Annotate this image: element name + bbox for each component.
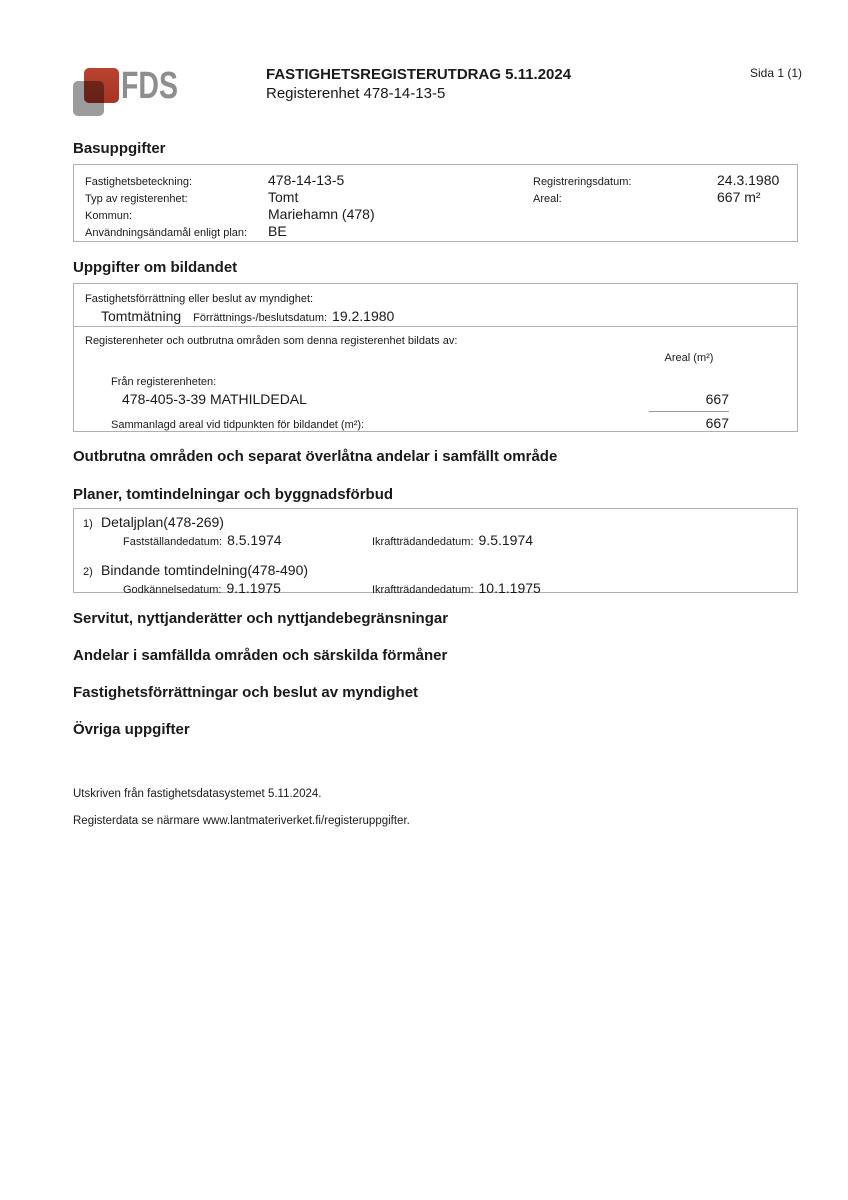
plan-dates-row xyxy=(74,580,797,598)
plan-date-label: Godkännelsedatum: xyxy=(123,584,222,596)
plan-name-row xyxy=(74,514,797,532)
section-heading-bildandet: Uppgifter om bildandet xyxy=(73,259,238,276)
section-heading-outbrutna: Outbrutna områden och separat överlåtna andelar i samfällt område xyxy=(73,448,558,465)
document-subtitle: Registerenhet 478-14-13-5 xyxy=(266,85,446,102)
document-content xyxy=(73,141,798,828)
plan-date-label: Ikraftträdandedatum: xyxy=(372,584,474,596)
source-unit-row xyxy=(85,391,786,408)
field-row xyxy=(85,172,375,189)
plan-date-group xyxy=(123,580,372,598)
document-title: FASTIGHETSREGISTERUTDRAG 5.11.2024 xyxy=(266,66,572,83)
field-row xyxy=(85,223,375,240)
fran-label: Från registerenheten: xyxy=(111,376,217,388)
basuppgifter-left-column xyxy=(85,172,375,240)
field-label: Kommun: xyxy=(85,210,133,222)
field-value: Tomt xyxy=(268,189,299,205)
fds-logo xyxy=(73,64,273,120)
forrattning-part xyxy=(74,284,797,326)
areal-header-row xyxy=(85,352,786,365)
plan-dates-row xyxy=(74,532,797,550)
section-heading-basuppgifter: Basuppgifter xyxy=(73,140,166,157)
field-row xyxy=(85,206,375,223)
summa-value: 667 xyxy=(705,415,729,431)
logo-text: FDS xyxy=(121,65,178,107)
plan-date-group xyxy=(372,580,541,598)
bildats-part xyxy=(74,326,797,431)
plan-date-value: 9.5.1974 xyxy=(478,532,534,548)
plan-name: Detaljplan(478-269) xyxy=(101,514,224,530)
field-row xyxy=(533,189,779,206)
section-heading-planer: Planer, tomtindelningar och byggnadsförbud xyxy=(73,486,394,503)
field-label: Fastighetsbeteckning: xyxy=(85,176,193,188)
plan-item xyxy=(74,514,797,550)
summa-label: Sammanlagd areal vid tidpunkten för bildandet (m²): xyxy=(111,419,365,431)
section-heading-servitut: Servitut, nyttjanderätter och nyttjandebegränsningar xyxy=(73,610,449,627)
basuppgifter-right-column xyxy=(533,172,779,206)
planer-box xyxy=(73,508,798,596)
header-block xyxy=(266,66,571,103)
forrattning-name: Tomtmätning xyxy=(101,308,182,324)
footer-printed-line: Utskriven från fastighetsdatasystemet 5.11.2024. xyxy=(73,788,322,800)
plan-date-label: Ikraftträdandedatum: xyxy=(372,536,474,548)
plan-item xyxy=(74,562,797,598)
forrattning-row xyxy=(85,308,786,326)
source-areal: 667 xyxy=(649,391,729,412)
plan-date-label: Fastställandedatum: xyxy=(123,536,223,548)
plan-name-row xyxy=(74,562,797,580)
field-value: 478-14-13-5 xyxy=(268,172,345,188)
plan-date-value: 9.1.1975 xyxy=(226,580,281,596)
plan-date-value: 8.5.1974 xyxy=(227,532,282,548)
plan-number: 1) xyxy=(83,518,93,530)
plan-date-group xyxy=(123,532,372,550)
field-value: 667 m² xyxy=(717,189,761,205)
logo-red-square-icon xyxy=(84,68,119,103)
field-label: Typ av registerenhet: xyxy=(85,193,188,205)
areal-header: Areal (m²) xyxy=(664,352,714,364)
footer-registerdata-line: Registerdata se närmare www.lantmateriverket.fi/registeruppgifter. xyxy=(73,815,410,827)
bildats-label: Registerenheter och outbrutna områden som denna registerenhet bildats av: xyxy=(85,335,458,347)
field-value: 24.3.1980 xyxy=(717,172,780,188)
field-label: Registreringsdatum: xyxy=(533,176,632,188)
plan-date-group xyxy=(372,532,533,550)
forrattning-date-label: Förrättnings-/beslutsdatum: xyxy=(193,312,328,324)
section-heading-andelar: Andelar i samfällda områden och särskilda förmåner xyxy=(73,647,448,664)
plan-name: Bindande tomtindelning(478-490) xyxy=(101,562,309,578)
basuppgifter-box xyxy=(73,164,798,242)
field-row xyxy=(85,189,375,206)
bildandet-box xyxy=(73,283,798,432)
plan-date-value: 10.1.1975 xyxy=(478,580,541,596)
summa-row xyxy=(85,417,786,431)
plan-number: 2) xyxy=(83,566,93,578)
field-label: Areal: xyxy=(533,193,562,205)
field-value: BE xyxy=(268,223,287,239)
page-number: Sida 1 (1) xyxy=(750,66,803,80)
forrattning-date-value: 19.2.1980 xyxy=(332,308,395,324)
section-heading-ovriga: Övriga uppgifter xyxy=(73,721,190,738)
field-label: Användningsändamål enligt plan: xyxy=(85,227,248,239)
forrattning-label: Fastighetsförrättning eller beslut av myndighet: xyxy=(85,293,314,305)
field-value: Mariehamn (478) xyxy=(268,206,375,222)
section-heading-forrattningar: Fastighetsförrättningar och beslut av myndighet xyxy=(73,684,419,701)
field-row xyxy=(533,172,779,189)
source-unit: 478-405-3-39 MATHILDEDAL xyxy=(122,391,307,407)
